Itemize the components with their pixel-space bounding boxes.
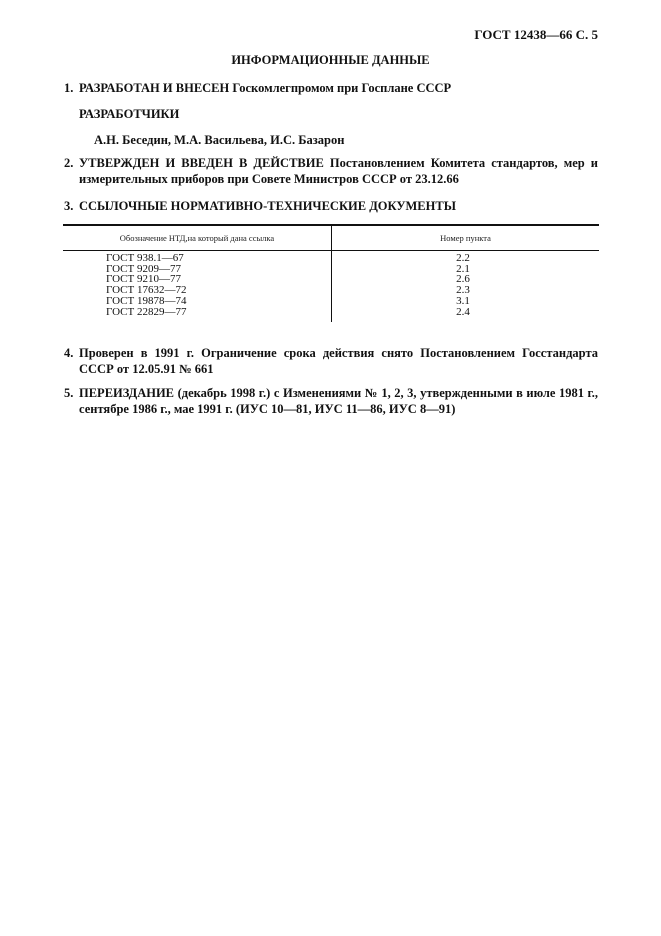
table-cell-doc: ГОСТ 9209—77: [106, 262, 181, 275]
item-4: [64, 346, 598, 377]
item-number: 4.: [64, 346, 74, 360]
developers-names: А.Н. Беседин, М.А. Васильева, И.С. Базарон: [94, 133, 345, 147]
item-text: Госкомлегпромом при Госплане СССР: [232, 81, 452, 95]
item-3: [64, 199, 598, 215]
table-cell-doc: ГОСТ 9210—77: [106, 273, 181, 286]
table-cell-clause: 2.4: [456, 305, 470, 318]
page-title: ИНФОРМАЦИОННЫЕ ДАННЫЕ: [231, 53, 430, 67]
table-cell-clause: 3.1: [456, 294, 470, 307]
item-lead: ССЫЛОЧНЫЕ НОРМАТИВНО-ТЕХНИЧЕСКИЕ ДОКУМЕНТЫ: [79, 199, 456, 213]
table-cell-clause: 2.3: [456, 284, 470, 297]
table-cell-doc: ГОСТ 17632—72: [106, 284, 187, 297]
table-cell-clause: 2.6: [456, 273, 470, 286]
item-text: Постановлением Комитета стандартов, мер и измерительных приборов при Совете Министров СССР от 23.12.66: [79, 156, 598, 186]
item-2: [64, 156, 598, 187]
item-text: (декабрь 1998 г.) с Изменениями № 1, 2, 3, утвержденными в июле 1981 г., сентябре 1986 г., мае 1991 г. (ИУС 10—81, ИУС 11—86, ИУС 8—91): [79, 386, 599, 416]
item-lead: УТВЕРЖДЕН И ВВЕДЕН В ДЕЙСТВИЕ: [79, 156, 324, 170]
item-number: 2.: [64, 156, 74, 170]
item-number: 1.: [64, 81, 74, 95]
item-number: 5.: [64, 386, 74, 400]
table-cell-clause: 2.2: [456, 252, 470, 264]
item-5: [64, 386, 598, 417]
table-cell-clause: 2.1: [456, 262, 470, 275]
developers-heading: РАЗРАБОТЧИКИ: [79, 107, 180, 121]
page-header-doc-ref: ГОСТ 12438—66 С. 5: [474, 27, 598, 42]
item-text: Проверен в 1991 г. Ограничение срока действия снято Постановлением Госстандарта СССР от 12.05.91 № 661: [79, 346, 598, 376]
table-cell-doc: ГОСТ 19878—74: [106, 294, 187, 307]
item-lead: РАЗРАБОТАН И ВНЕСЕН: [79, 81, 230, 95]
item-1: [64, 81, 598, 97]
table-header-doc: Обозначение НТД,на который дана ссылка: [119, 233, 275, 243]
item-number: 3.: [64, 199, 74, 213]
table-cell-doc: ГОСТ 938.1—67: [106, 252, 184, 264]
item-lead: ПЕРЕИЗДАНИЕ: [79, 386, 175, 400]
table-header-clause: Номер пункта: [440, 233, 491, 243]
table-cell-doc: ГОСТ 22829—77: [106, 305, 187, 318]
